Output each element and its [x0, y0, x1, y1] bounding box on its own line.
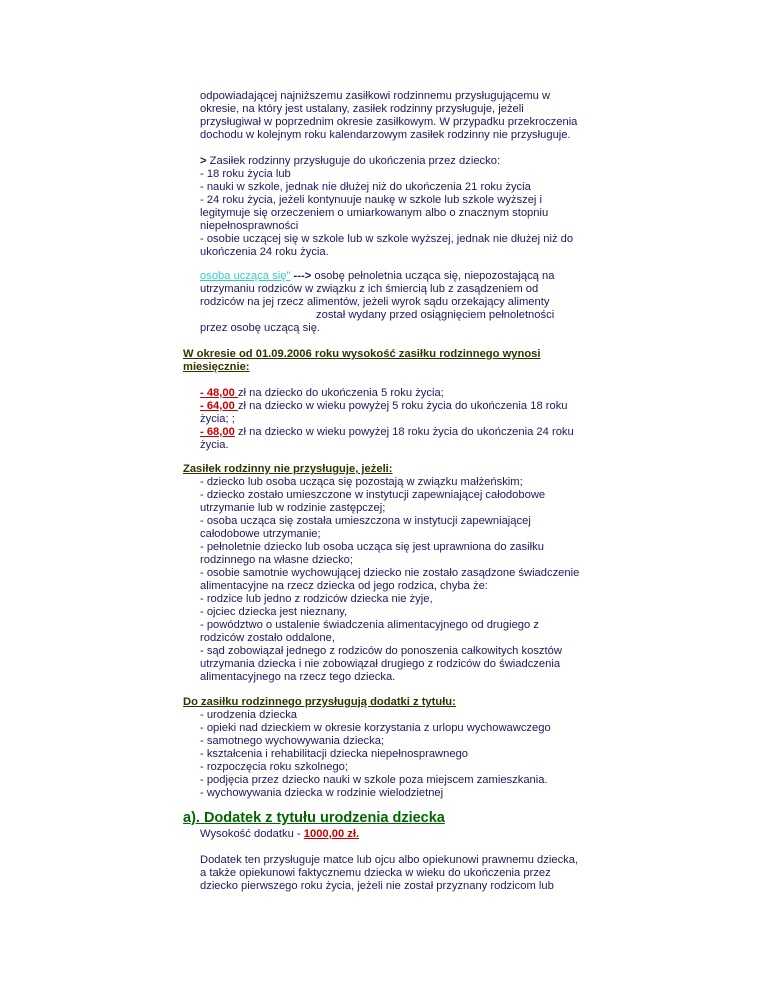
exclusion-item: alimentacyjnego na rzecz tego dziecka.: [200, 671, 396, 683]
birth-supplement-heading: a). Dodatek z tytułu urodzenia dziecka: [183, 810, 445, 826]
definition-line: utrzymaniu rodziców w związku z ich śmiercią lub z zasądzeniem od: [200, 283, 539, 295]
exclusion-item: rodzinnego na własne dziecko;: [200, 554, 353, 566]
exclusion-item: alimentacyjne na rzecz dziecka od jego rodzica, chyba że:: [200, 580, 488, 592]
supplement-item: - podjęcia przez dziecko nauki w szkole poza miejscem zamieszkania.: [200, 774, 548, 786]
amounts-heading-line: miesięcznie:: [183, 361, 250, 373]
amount-value: - 68,00: [200, 426, 235, 438]
definition-text: osobę pełnoletnia ucząca się, niepozostającą na: [314, 270, 555, 282]
amount-value: 1000,00 zł.: [303, 828, 360, 840]
exclusion-item: - rodzice lub jedno z rodziców dziecka nie żyje,: [200, 593, 433, 605]
birth-supplement-line: Dodatek ten przysługuje matce lub ojcu albo opiekunowi prawnemu dziecka,: [200, 854, 579, 866]
supplement-item: - opieki nad dzieckiem w okresie korzystania z urlopu wychowawczego: [200, 722, 551, 734]
definition-line: [200, 309, 592, 322]
supplements-list: [200, 709, 592, 800]
condition-item: - 18 roku życia lub: [200, 168, 291, 180]
exclusion-item: całodobowe utrzymanie;: [200, 528, 321, 540]
conditions-header: [200, 155, 592, 168]
amount-continuation: życia.: [200, 439, 229, 451]
arrow-marker: >: [200, 155, 207, 167]
definition-paragraph: [200, 270, 592, 335]
definition-line: przez osobę uczącą się.: [200, 322, 321, 334]
amount-item: [200, 426, 592, 439]
supplement-item: - wychowywania dziecka w rodzinie wielodzietnej: [200, 787, 444, 799]
supplement-item: - samotnego wychowywania dziecka;: [200, 735, 385, 747]
intro-line: przysługiwał w poprzednim okresie zasiłkowym. W przypadku przekroczenia: [200, 116, 578, 128]
definition-first-line: [200, 270, 592, 283]
supplements-heading: Do zasiłku rodzinnego przysługują dodatki z tytułu:: [183, 696, 456, 708]
exclusion-item: - osobie samotnie wychowującej dziecko nie zostało zasądzone świadczenie: [200, 567, 580, 579]
exclusions-heading: Zasiłek rodzinny nie przysługuje, jeżeli:: [183, 463, 393, 475]
amounts-heading-line: W okresie od 01.09.2006 roku wysokość zasiłku rodzinnego wynosi: [183, 348, 541, 360]
amount-desc: zł na dziecko w wieku powyżej 5 roku życia do ukończenia 18 roku: [237, 400, 568, 412]
amount-value: - 64,00: [200, 400, 238, 412]
condition-item: niepełnosprawności: [200, 220, 299, 232]
exclusion-item: - dziecko lub osoba ucząca się pozostają w związku małżeńskim;: [200, 476, 523, 488]
condition-item: - nauki w szkole, jednak nie dłużej niż do ukończenia 21 roku życia: [200, 181, 531, 193]
amount-desc: zł na dziecko w wieku powyżej 18 roku życia do ukończenia 24 roku: [234, 426, 574, 438]
birth-supplement-line: dziecko pierwszego roku życia, jeżeli nie został przyznany rodzicom lub: [200, 880, 554, 892]
definition-indented: został wydany przed osiągnięciem pełnoletności: [316, 309, 555, 321]
amount-item: [200, 400, 592, 413]
conditions-list: [200, 155, 592, 259]
condition-item: ukończenia 24 roku życia.: [200, 246, 329, 258]
birth-supplement-text: [200, 854, 592, 893]
amount-desc: zł na dziecko do ukończenia 5 roku życia;: [237, 387, 444, 399]
amount-item: [200, 387, 592, 400]
exclusion-item: utrzymanie lub w rodzinie zastępczej;: [200, 502, 386, 514]
amount-line: [200, 828, 592, 841]
conditions-title: Zasiłek rodzinny przysługuje do ukończenia przez dziecko:: [206, 155, 501, 167]
exclusions-list: [200, 476, 592, 684]
intro-line: okresie, na który jest ustalany, zasiłek rodzinny przysługuje, jeżeli: [200, 103, 524, 115]
exclusion-item: - powództwo o ustalenie świadczenia alimentacyjnego od drugiego z: [200, 619, 539, 631]
exclusion-item: utrzymania dziecka i nie zobowiązał drugiego z rodziców do świadczenia: [200, 658, 561, 670]
condition-item: legitymuje się orzeczeniem o umiarkowanym albo o znacznym stopniu: [200, 207, 549, 219]
exclusion-item: - dziecko zostało umieszczone w instytucji zapewniającej całodobowe: [200, 489, 546, 501]
amount-continuation: życia; ;: [200, 413, 235, 425]
supplement-item: - rozpoczęcia roku szkolnego;: [200, 761, 348, 773]
exclusion-item: - pełnoletnie dziecko lub osoba ucząca się jest uprawniona do zasiłku: [200, 541, 544, 553]
supplement-item: - urodzenia dziecka: [200, 709, 298, 721]
amount-value: - 48,00: [200, 387, 238, 399]
intro-paragraph: [200, 90, 592, 142]
supplement-item: - kształcenia i rehabilitacji dziecka niepełnosprawnego: [200, 748, 469, 760]
amounts-heading: [183, 348, 541, 374]
exclusion-item: rodziców zostało oddalone,: [200, 632, 335, 644]
intro-line: dochodu w kolejnym roku kalendarzowym zasiłek rodzinny nie przysługuje.: [200, 129, 571, 141]
condition-item: - 24 roku życia, jeżeli kontynuuje naukę w szkole lub szkole wyższej i: [200, 194, 542, 206]
birth-supplement-amount: [200, 828, 592, 841]
definition-line: rodziców na jej rzecz alimentów, jeżeli wyrok sądu orzekający alimenty: [200, 296, 550, 308]
intro-line: odpowiadającej najniższemu zasiłkowi rodzinnemu przysługującemu w: [200, 90, 551, 102]
exclusion-item: - osoba ucząca się została umieszczona w instytucji zapewniającej: [200, 515, 531, 527]
definition-arrow: --->: [290, 270, 315, 282]
exclusion-item: - sąd zobowiązał jednego z rodziców do ponoszenia całkowitych kosztów: [200, 645, 562, 657]
osoba-uczaca-link[interactable]: osoba ucząca się": [200, 270, 291, 282]
birth-supplement-line: a także opiekunowi faktycznemu dziecka w wieku do ukończenia przez: [200, 867, 551, 879]
amount-label: Wysokość dodatku -: [200, 828, 304, 840]
exclusion-item: - ojciec dziecka jest nieznany,: [200, 606, 348, 618]
condition-item: - osobie uczącej się w szkole lub w szkole wyższej, jednak nie dłużej niż do: [200, 233, 574, 245]
amounts-list: [200, 387, 592, 452]
